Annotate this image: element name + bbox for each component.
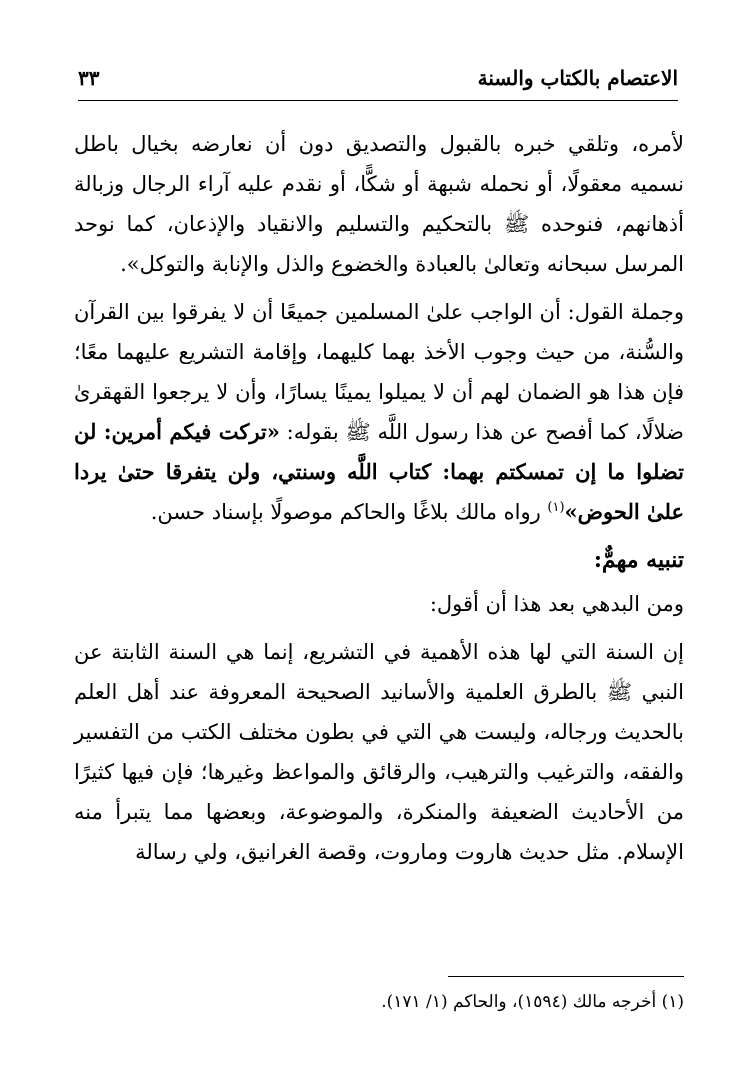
paragraph-3: ومن البدهي بعد هذا أن أقول:	[429, 592, 684, 616]
page-body	[74, 124, 684, 872]
paragraph-1: لأمره، وتلقي خبره بالقبول والتصديق دون أن نعارضه بخيال باطل نسميه معقولًا، أو نحمله شبهة أو شكًّا، أو نقدم عليه آراء الرجال وزبالة أذهانهم، فنوحده ﷺ بالتحكيم والتسليم والانقياد والإذعان، كما نوحد المرسل سبحانه وتعالىٰ بالعبادة والخضوع والذل والإنابة والتوكل».	[74, 132, 684, 276]
running-title: الاعتصام بالكتاب والسنة	[477, 66, 678, 90]
section-heading: تنبيه مهمٌّ:	[593, 547, 684, 573]
footnote: (١) أخرجه مالك (١٥٩٤)، والحاكم (١/ ١٧١).	[381, 992, 684, 1012]
paragraph-4: إن السنة التي لها هذه الأهمية في التشريع، إنما هي السنة الثابتة عن النبي ﷺ بالطرق العلمية والأسانيد الصحيحة المعروفة عند أهل العلم بالحديث ورجاله، وليست هي التي في بطون مختلف الكتب من التفسير والفقه، والترغيب والترهيب، والرقائق والمواعظ وغيرها؛ فإن فيها كثيرًا من الأحاديث الضعيفة والمنكرة، والموضوعة، وبعضها مما يتبرأ منه الإسلام. مثل حديث هاروت وماروت، وقصة الغرانيق، ولي رسالة	[74, 640, 684, 864]
hadith-quote: «تركت فيكم أمرين: لن تضلوا ما إن تمسكتم بهما: كتاب اللَّه وسنتي، ولن يتفرقا حتىٰ يردا علىٰ الحوض»	[74, 419, 684, 524]
paragraph-2-end: رواه مالك بلاغًا والحاكم موصولًا بإسناد حسن.	[150, 500, 548, 524]
page-header	[78, 58, 678, 98]
footnote-rule	[448, 976, 684, 977]
footnote-marker: (١)	[547, 500, 565, 515]
header-rule	[78, 100, 678, 101]
paragraph-2	[74, 292, 684, 532]
page-number: ٣٣	[78, 66, 100, 90]
paragraph-2-intro: وجملة القول: أن الواجب علىٰ المسلمين جميعًا أن لا يفرقوا بين القرآن والسُّنة، من حيث وجوب الأخذ بهما كليهما، وإقامة التشريع عليهما معًا؛ فإن هذا هو الضمان لهم أن لا يميلوا يمينًا يسارًا، وأن لا يرجعوا القهقرىٰ ضلالًا، كما أفصح عن هذا رسول اللَّه ﷺ بقوله:	[74, 300, 684, 444]
